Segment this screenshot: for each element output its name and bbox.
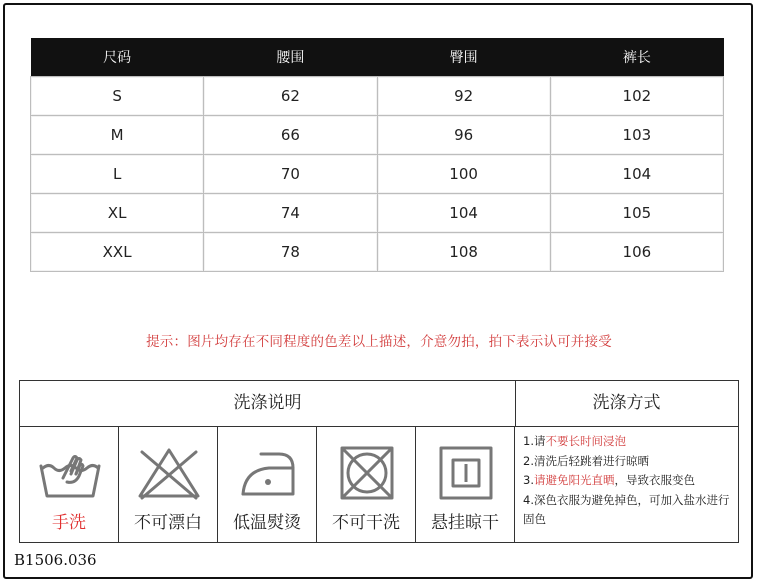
wash-method-item: 4.深色衣服为避免掉色，可加入盐水进行固色 [523,492,730,526]
wash-method-item: 2.清洗后轻跳着进行晾晒 [523,453,649,468]
care-header [20,381,738,427]
cell-waist: 74 [204,194,377,233]
cell-hip: 104 [377,194,550,233]
wash-method-item: 1.请不要长时间浸泡 [523,434,626,448]
cell-length: 106 [550,233,723,272]
wash-method-list [515,426,738,542]
no-dry-clean-icon [334,444,400,502]
cell-waist: 70 [204,155,377,194]
cell-length: 103 [550,116,723,155]
care-symbol-no-dry-clean [317,426,416,542]
cell-size: XL [31,194,204,233]
care-label-low-iron: 低温熨烫 [233,513,301,533]
care-body [20,426,738,542]
header-hip: 臀围 [377,38,550,77]
wash-method-item: 3.请避免阳光直晒，导致衣服变色 [523,473,695,487]
no-bleach-icon [136,444,202,502]
header-length: 裤长 [550,38,723,77]
care-label-no-bleach: 不可漂白 [134,513,202,533]
care-symbol-low-iron [218,426,317,542]
low-iron-icon [235,444,301,502]
cell-size: M [31,116,204,155]
hand-wash-icon [37,444,103,502]
care-label-line-dry: 悬挂晾干 [431,513,499,533]
header-size: 尺码 [31,38,204,77]
cell-waist: 62 [204,77,377,116]
cell-length: 104 [550,155,723,194]
cell-size: L [31,155,204,194]
line-dry-icon [433,444,499,502]
cell-hip: 96 [377,116,550,155]
cell-waist: 66 [204,116,377,155]
care-section [19,380,739,543]
table-row [31,77,724,116]
size-table-header [31,38,724,77]
cell-hip: 100 [377,155,550,194]
color-difference-notice: 提示：图片均存在不同程度的色差以上描述，介意勿拍，拍下表示认可并接受 [146,334,612,350]
table-row [31,194,724,233]
care-symbol-line-dry [416,426,515,542]
care-method-title: 洗涤方式 [592,393,661,413]
cell-length: 105 [550,194,723,233]
table-row [31,233,724,272]
care-label-hand-wash: 手洗 [52,513,86,533]
cell-length: 102 [550,77,723,116]
care-label-no-dry-clean: 不可干洗 [332,513,400,533]
table-row [31,116,724,155]
header-waist: 腰围 [204,38,377,77]
care-symbol-hand-wash [20,426,119,542]
cell-size: S [31,77,204,116]
table-row [31,155,724,194]
product-code: B1506.036 [14,551,97,569]
cell-hip: 92 [377,77,550,116]
size-table [30,38,724,272]
cell-waist: 78 [204,233,377,272]
care-symbol-no-bleach [119,426,218,542]
cell-size: XXL [31,233,204,272]
cell-hip: 108 [377,233,550,272]
care-instructions-title: 洗涤说明 [20,381,516,426]
